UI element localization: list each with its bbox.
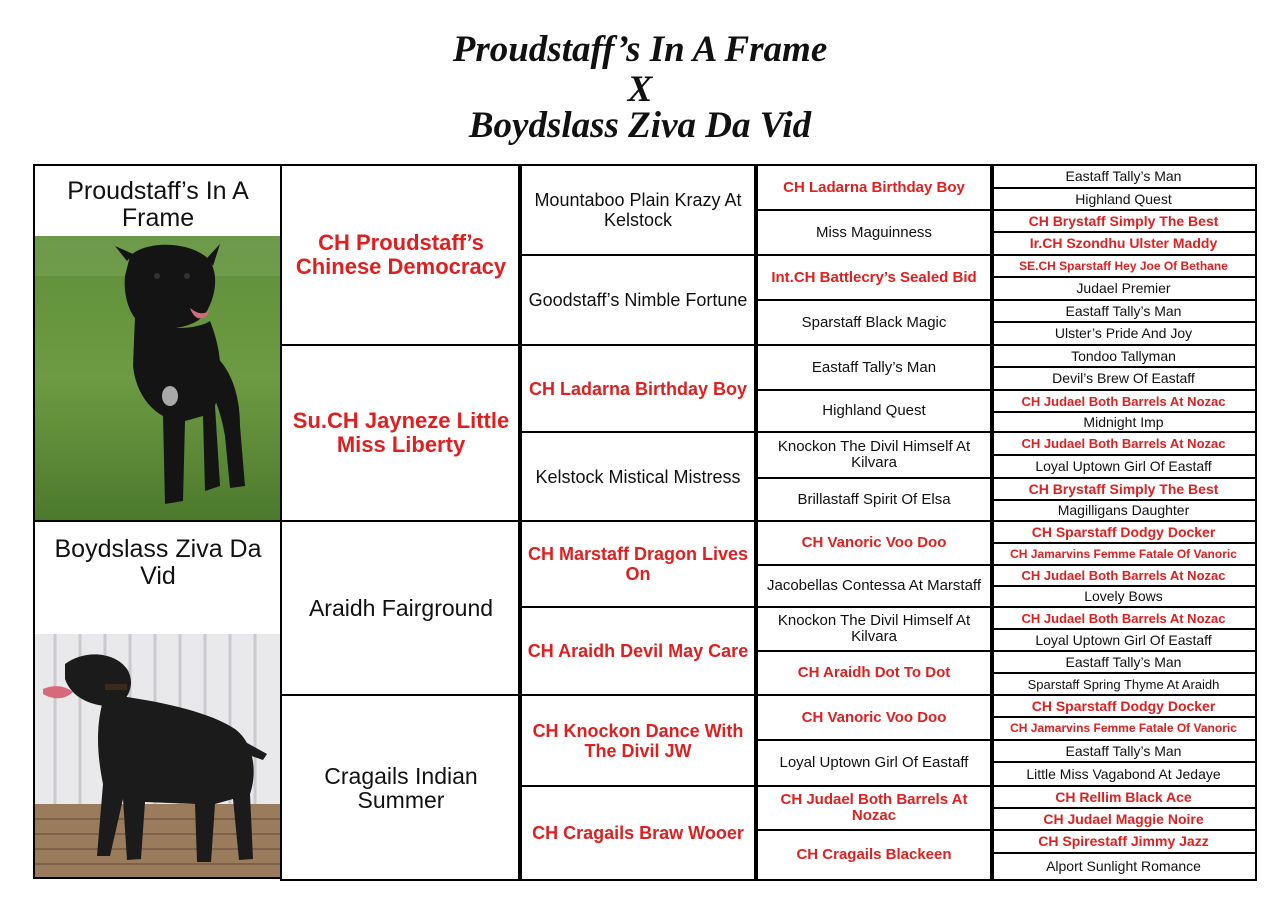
gen2-ancestor-cell (518, 694, 758, 787)
gen4-ancestor-name: CH Brystaff Simply The Best (1028, 212, 1219, 229)
gen1-ancestor-name: CH Proudstaff’s Chinese Democracy (295, 230, 507, 279)
gen3-ancestor-name: CH Vanoric Voo Doo (801, 534, 947, 551)
gen4-ancestor-name: Eastaff Tally’s Man (1065, 168, 1182, 184)
gen3-ancestor-cell (754, 564, 994, 608)
gen4-ancestor-name: Eastaff Tally’s Man (1065, 302, 1182, 319)
gen2-ancestor-name: Goodstaff’s Nimble Fortune (528, 290, 748, 310)
gen4-ancestor-name: Judael Premier (1076, 280, 1171, 296)
gen3-ancestor-cell (754, 299, 994, 346)
gen3-ancestor-name: CH Ladarna Birthday Boy (783, 178, 965, 196)
gen4-ancestor-cell (990, 807, 1257, 831)
gen3-ancestor-name: Eastaff Tally’s Man (811, 358, 937, 376)
gen3-ancestor-name: Jacobellas Contessa At Marstaff (767, 577, 981, 594)
gen2-ancestor-cell (518, 785, 758, 881)
gen2-ancestor-name: Kelstock Mistical Mistress (535, 466, 741, 487)
gen4-ancestor-cell (990, 628, 1257, 652)
gen4-ancestor-cell (990, 411, 1257, 433)
gen4-ancestor-name: CH Judael Both Barrels At Nozac (1021, 393, 1226, 409)
gen4-ancestor-cell (990, 564, 1257, 587)
gen4-ancestor-name: CH Rellim Black Ace (1055, 788, 1192, 805)
gen2-ancestor-cell (518, 344, 758, 433)
gen3-ancestor-cell (754, 344, 994, 391)
gen4-ancestor-name: SE.CH Sparstaff Hey Joe Of Bethane (1019, 258, 1228, 273)
gen4-ancestor-name: Ir.CH Szondhu Ulster Maddy (1029, 235, 1218, 251)
gen2-ancestor-name: CH Cragails Braw Wooer (532, 823, 744, 843)
gen3-ancestor-name: Loyal Uptown Girl Of Eastaff (779, 754, 969, 771)
gen3-ancestor-name: CH Araidh Dot To Dot (797, 664, 951, 681)
gen4-ancestor-cell (990, 585, 1257, 608)
gen4-ancestor-name: CH Sparstaff Dodgy Docker (1031, 523, 1216, 540)
gen2-ancestor-name: CH Ladarna Birthday Boy (528, 378, 748, 399)
title-cross: X (627, 69, 653, 110)
gen3-ancestor-cell (754, 694, 994, 741)
gen4-ancestor-cell (990, 477, 1257, 501)
gen4-ancestor-name: CH Brystaff Simply The Best (1028, 480, 1219, 497)
gen4-ancestor-cell (990, 542, 1257, 566)
gen3-ancestor-name: Brillastaff Spirit Of Elsa (797, 490, 951, 508)
gen2-ancestor-name: CH Marstaff Dragon Lives On (527, 544, 749, 584)
gen4-ancestor-name: Loyal Uptown Girl Of Eastaff (1035, 458, 1212, 474)
black-dog-on-grass-photo (35, 236, 280, 520)
pedigree-table (33, 164, 1255, 879)
gen3-ancestor-cell (754, 477, 994, 522)
gen4-ancestor-cell (990, 499, 1257, 522)
gen3-ancestor-name: CH Judael Both Barrels At Nozac (780, 791, 968, 824)
gen3-ancestor-cell (754, 650, 994, 696)
gen4-ancestor-cell (990, 520, 1257, 544)
gen2-ancestor-cell (518, 431, 758, 522)
brindle-dog-on-deck-photo (35, 634, 280, 877)
sire-photo (35, 236, 280, 520)
gen1-ancestor-cell (280, 164, 522, 346)
gen4-ancestor-cell (990, 321, 1257, 346)
gen4-ancestor-cell (990, 454, 1257, 479)
gen4-ancestor-name: Ulster’s Pride And Joy (1054, 325, 1193, 341)
gen4-ancestor-name: Sparstaff Spring Thyme At Araidh (1027, 676, 1220, 692)
gen2-ancestor-name: Mountaboo Plain Krazy At Kelstock (534, 190, 742, 230)
gen3-ancestor-name: Highland Quest (822, 402, 926, 419)
gen4-ancestor-name: CH Judael Maggie Noire (1043, 810, 1204, 827)
gen4-ancestor-name: CH Jamarvins Femme Fatale Of Vanoric (1010, 546, 1237, 561)
gen4-ancestor-name: CH Judael Both Barrels At Nozac (1021, 436, 1226, 451)
gen4-ancestor-cell (990, 299, 1257, 323)
gen4-ancestor-cell (990, 606, 1257, 630)
gen4-ancestor-cell (990, 276, 1257, 301)
gen2-ancestor-cell (518, 164, 758, 256)
gen2-ancestor-cell (518, 254, 758, 346)
gen4-ancestor-name: Alport Sunlight Romance (1046, 858, 1201, 874)
gen4-ancestor-cell (990, 209, 1257, 233)
gen1-ancestor-cell (280, 344, 522, 522)
gen4-ancestor-cell (990, 164, 1257, 189)
gen4-ancestor-name: Tondoo Tallyman (1071, 347, 1176, 364)
gen2-ancestor-name: CH Knockon Dance With The Divil JW (532, 720, 744, 761)
gen4-ancestor-cell (990, 344, 1257, 368)
gen3-ancestor-cell (754, 389, 994, 433)
gen4-ancestor-cell (990, 650, 1257, 674)
gen1-ancestor-cell (280, 694, 522, 881)
gen3-ancestor-cell (754, 254, 994, 301)
gen2-ancestor-cell (518, 606, 758, 696)
gen4-ancestor-cell (990, 366, 1257, 391)
gen4-ancestor-cell (990, 254, 1257, 278)
gen3-ancestor-name: Miss Maguinness (816, 223, 932, 241)
gen3-ancestor-cell (754, 431, 994, 479)
gen2-ancestor-cell (518, 520, 758, 608)
gen4-ancestor-name: CH Judael Both Barrels At Nozac (1021, 610, 1226, 626)
title-dam: Boydslass Ziva Da Vid (468, 105, 812, 146)
gen4-ancestor-cell (990, 785, 1257, 809)
gen4-ancestor-name: CH Jamarvins Femme Fatale Of Vanoric (1010, 721, 1237, 735)
gen4-ancestor-cell (990, 852, 1257, 881)
gen4-ancestor-name: Lovely Bows (1084, 588, 1163, 604)
title-sire: Proudstaff’s In A Frame (452, 29, 828, 70)
gen4-ancestor-name: CH Judael Both Barrels At Nozac (1021, 568, 1226, 583)
gen4-ancestor-cell (990, 739, 1257, 763)
sire-name: Proudstaff’s In A Frame (67, 177, 249, 232)
dam-photo (35, 634, 280, 877)
gen4-ancestor-cell (990, 829, 1257, 854)
gen3-ancestor-name: Knockon The Divil Himself At Kilvara (777, 438, 971, 471)
gen3-ancestor-name: Sparstaff Black Magic (801, 313, 947, 331)
gen4-ancestor-name: Little Miss Vagabond At Jedaye (1026, 765, 1221, 782)
gen3-ancestor-cell (754, 785, 994, 831)
gen4-ancestor-name: Eastaff Tally’s Man (1065, 742, 1182, 759)
gen3-ancestor-name: Knockon The Divil Himself At Kilvara (777, 612, 971, 645)
gen4-ancestor-name: CH Spirestaff Jimmy Jazz (1038, 833, 1209, 849)
gen3-ancestor-name: CH Vanoric Voo Doo (801, 708, 947, 726)
gen3-ancestor-name: Int.CH Battlecry’s Sealed Bid (771, 268, 977, 286)
gen4-ancestor-cell (990, 187, 1257, 211)
gen4-ancestor-cell (990, 716, 1257, 741)
gen3-ancestor-cell (754, 739, 994, 787)
gen1-ancestor-name: Araidh Fairground (308, 595, 494, 621)
gen4-ancestor-cell (990, 761, 1257, 787)
gen1-ancestor-name: Cragails Indian Summer (324, 762, 478, 813)
gen4-ancestor-cell (990, 389, 1257, 413)
gen3-ancestor-cell (754, 606, 994, 652)
gen3-ancestor-cell (754, 829, 994, 881)
gen3-ancestor-name: CH Cragails Blackeen (796, 846, 952, 863)
gen1-ancestor-cell (280, 520, 522, 696)
gen4-ancestor-name: Highland Quest (1075, 190, 1172, 207)
gen4-ancestor-name: Loyal Uptown Girl Of Eastaff (1035, 631, 1212, 648)
dam-name: Boydslass Ziva Da Vid (54, 535, 262, 590)
gen4-ancestor-cell (990, 231, 1257, 256)
gen4-ancestor-cell (990, 431, 1257, 456)
gen4-ancestor-name: Eastaff Tally’s Man (1065, 653, 1182, 670)
gen3-ancestor-cell (754, 209, 994, 256)
gen4-ancestor-cell (990, 672, 1257, 696)
gen4-ancestor-name: CH Sparstaff Dodgy Docker (1031, 697, 1216, 714)
gen4-ancestor-name: Devil’s Brew Of Eastaff (1052, 370, 1195, 386)
gen2-ancestor-name: CH Araidh Devil May Care (527, 641, 749, 661)
gen4-ancestor-name: Magilligans Daughter (1057, 502, 1190, 518)
gen3-ancestor-cell (754, 164, 994, 211)
gen4-ancestor-name: Midnight Imp (1083, 413, 1164, 430)
gen3-ancestor-cell (754, 520, 994, 566)
gen4-ancestor-cell (990, 694, 1257, 718)
gen1-ancestor-name: Su.CH Jayneze Little Miss Liberty (292, 408, 510, 457)
